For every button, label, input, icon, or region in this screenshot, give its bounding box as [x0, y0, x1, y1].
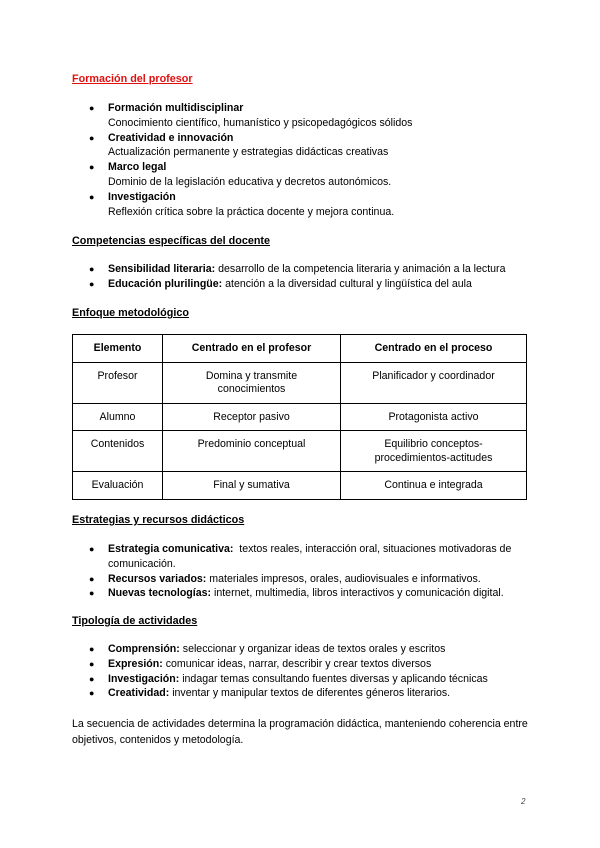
list-item	[72, 542, 542, 572]
bullet-icon: ●	[89, 191, 95, 202]
item-text: desarrollo de la competencia literaria y animación a la lectura	[218, 263, 506, 275]
item-text: indagar temas consultando fuentes diversas y aplicando técnicas	[182, 672, 488, 685]
item-text: Dominio de la legislación educativa y decretos autonómicos.	[108, 175, 392, 188]
table-row	[73, 403, 527, 431]
list-item	[72, 586, 542, 601]
page-number: 2	[521, 797, 526, 806]
list-item	[72, 672, 542, 687]
table-cell: Evaluación	[73, 472, 163, 500]
table-cell: Protagonista activo	[341, 403, 527, 431]
item-text: Actualización permanente y estrategias didácticas creativas	[108, 146, 389, 159]
table-cell: Final y sumativa	[163, 472, 341, 500]
item-text: atención a la diversidad cultural y lingüística del aula	[225, 277, 472, 290]
bullet-icon: ●	[89, 688, 95, 699]
formacion-list	[72, 101, 542, 219]
section-title-enfoque: Enfoque metodológico	[72, 307, 189, 319]
bullet-icon: ●	[89, 103, 95, 113]
column-header: Centrado en el proceso	[341, 335, 527, 363]
table-header-row	[73, 335, 527, 363]
list-item	[72, 657, 542, 672]
item-text: materiales impresos, orales, audiovisuales e informativos.	[209, 572, 481, 585]
list-item	[72, 572, 542, 587]
closing-paragraph: La secuencia de actividades determina la programación didáctica, manteniendo coherencia entre objetivos, contenidos y metodología.	[72, 718, 528, 746]
item-label: Investigación:	[108, 672, 180, 685]
item-text: internet, multimedia, libros interactivos y comunicación digital.	[213, 587, 504, 600]
bullet-icon: ●	[89, 264, 95, 274]
item-label: Investigación	[108, 190, 176, 203]
list-item	[72, 190, 542, 220]
item-label: Estrategia comunicativa:	[108, 543, 234, 555]
item-text: textos reales, interacción oral, situaciones motivadoras de comunicación.	[108, 543, 512, 570]
section-title-formacion: Formación del profesor	[72, 73, 193, 85]
list-item	[72, 277, 542, 292]
list-item	[72, 642, 542, 657]
table-cell: Receptor pasivo	[163, 403, 341, 431]
table-cell: Predominio conceptual	[163, 431, 341, 472]
section-title-competencias: Competencias específicas del docente	[72, 235, 271, 247]
column-header: Centrado en el profesor	[163, 335, 341, 363]
list-item	[72, 686, 542, 701]
list-item	[72, 262, 542, 277]
item-label: Creatividad:	[108, 687, 170, 700]
bullet-icon: ●	[89, 162, 95, 173]
table-row	[73, 472, 527, 500]
list-item	[72, 160, 542, 190]
bullet-icon: ●	[89, 658, 95, 669]
table-cell: Equilibrio conceptos-procedimientos-actitudes	[341, 431, 527, 472]
item-text: comunicar ideas, narrar, describir y crear textos diversos	[165, 657, 432, 670]
tipologia-list	[72, 642, 542, 701]
table-cell: Domina y transmite conocimientos	[163, 362, 341, 403]
item-text: Reflexión crítica sobre la práctica docente y mejora continua.	[108, 205, 395, 218]
bullet-icon: ●	[89, 278, 95, 289]
item-text: seleccionar y organizar ideas de textos orales y escritos	[182, 643, 446, 655]
table-cell: Profesor	[73, 362, 163, 403]
bullet-icon: ●	[89, 588, 95, 599]
bullet-icon: ●	[89, 644, 95, 654]
methodology-table	[72, 334, 527, 500]
competencias-list	[72, 262, 542, 292]
item-label: Sensibilidad literaria:	[108, 263, 216, 275]
table-row	[73, 362, 527, 403]
estrategias-list	[72, 542, 542, 601]
item-label: Nuevas tecnologías:	[108, 587, 212, 600]
column-header: Elemento	[73, 335, 163, 363]
table-cell: Alumno	[73, 403, 163, 431]
item-label: Comprensión:	[108, 643, 180, 655]
table-cell: Contenidos	[73, 431, 163, 472]
bullet-icon: ●	[89, 673, 95, 684]
item-label: Educación plurilingüe:	[108, 277, 223, 290]
section-title-estrategias: Estrategias y recursos didácticos	[72, 514, 245, 526]
item-label: Marco legal	[108, 161, 167, 174]
item-label: Formación multidisciplinar	[108, 102, 244, 114]
item-text: Conocimiento científico, humanístico y psicopedagógicos sólidos	[108, 116, 413, 129]
list-item	[72, 101, 542, 131]
section-title-tipologia: Tipología de actividades	[72, 615, 198, 627]
bullet-icon: ●	[89, 573, 95, 584]
bullet-icon: ●	[89, 132, 95, 143]
table-cell: Continua e integrada	[341, 472, 527, 500]
bullet-icon: ●	[89, 544, 95, 554]
item-label: Creatividad e innovación	[108, 131, 234, 144]
item-label: Recursos variados:	[108, 572, 207, 585]
item-label: Expresión:	[108, 657, 163, 670]
item-text: inventar y manipular textos de diferentes géneros literarios.	[172, 687, 451, 700]
table-row	[73, 431, 527, 472]
table-cell: Planificador y coordinador	[341, 362, 527, 403]
list-item	[72, 131, 542, 161]
